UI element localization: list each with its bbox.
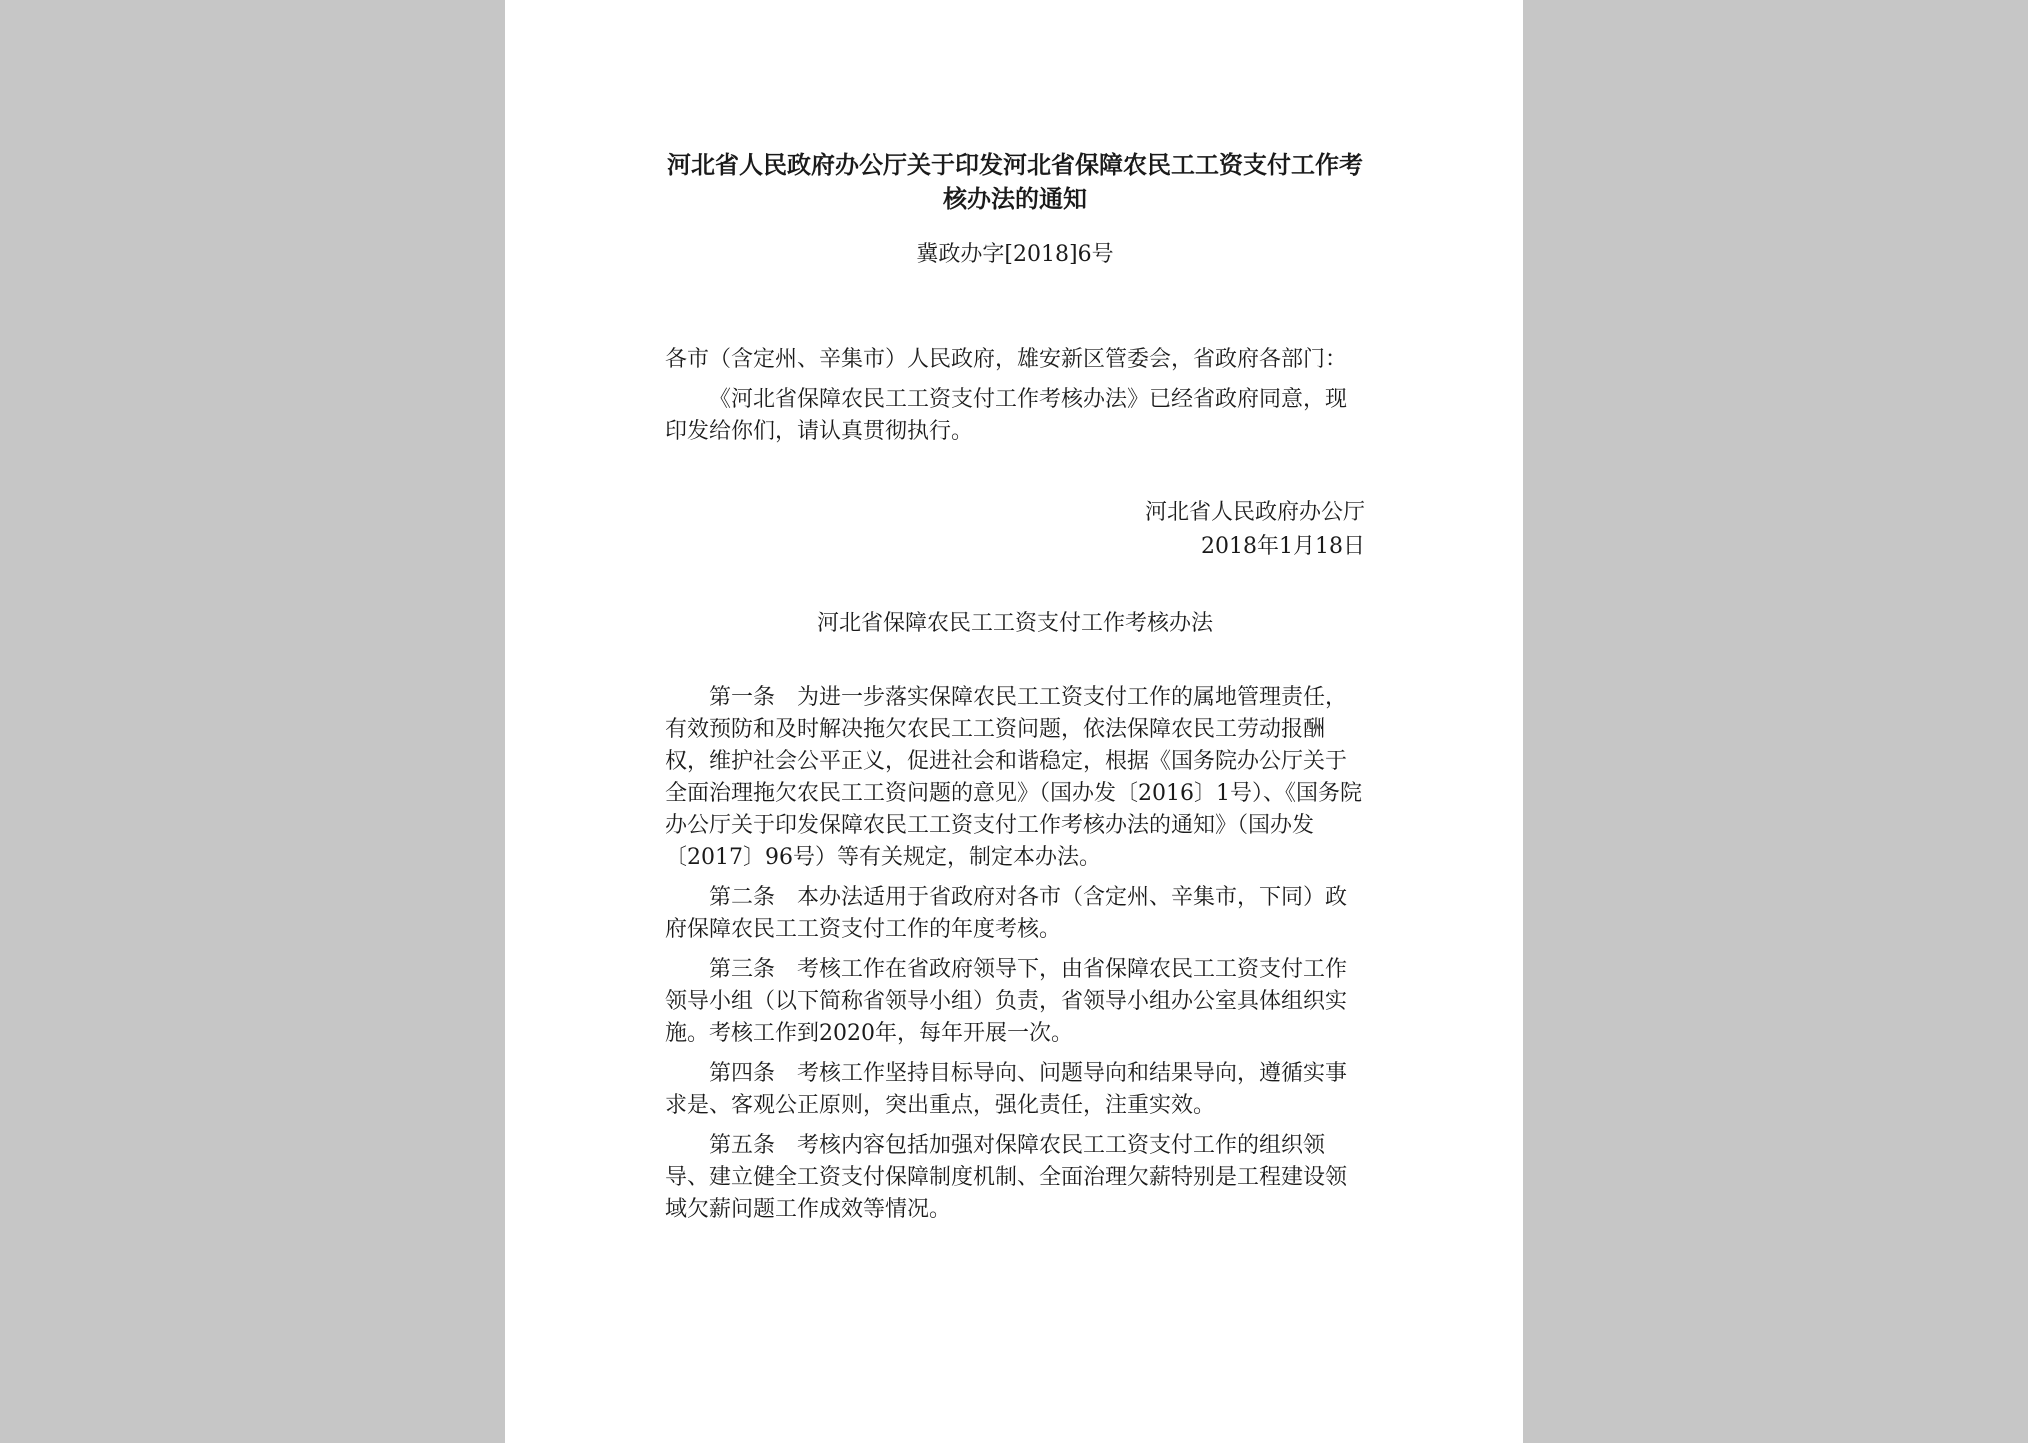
document-number: 冀政办字[2018]6号 bbox=[916, 242, 1114, 267]
article-3: 第三条 考核工作在省政府领导下，由省保障农民工工资支付工作领导小组（以下简称省领导小组）负责，省领导小组办公室具体组织实施。考核工作到2020年，每年开展一次。 bbox=[665, 957, 1348, 1046]
intro-paragraph: 《河北省保障农民工工资支付工作考核办法》已经省政府同意，现印发给你们，请认真贯彻执行。 bbox=[665, 387, 1348, 444]
document-page bbox=[505, 0, 1523, 1443]
article-1: 第一条 为进一步落实保障农民工工资支付工作的属地管理责任，有效预防和及时解决拖欠农民工工资问题，依法保障农民工劳动报酬权，维护社会公平正义，促进社会和谐稳定，根据《国务院办公厅关于全面治理拖欠农民工工资问题的意见》（国办发〔2016〕1号）、《国务院办公厅关于印发保障农民工工资支付工作考核办法的通知》（国办发〔2017〕96号）等有关规定，制定本办法。 bbox=[665, 685, 1362, 870]
article-4: 第四条 考核工作坚持目标导向、问题导向和结果导向，遵循实事求是、客观公正原则，突出重点，强化责任，注重实效。 bbox=[665, 1061, 1348, 1118]
issue-date: 2018年1月18日 bbox=[1201, 534, 1365, 559]
articles bbox=[665, 682, 1365, 1226]
article-5: 第五条 考核内容包括加强对保障农民工工资支付工作的组织领导、建立健全工资支付保障制度机制、全面治理欠薪特别是工程建设领域欠薪问题工作成效等情况。 bbox=[665, 1133, 1348, 1222]
addressee: 各市（含定州、辛集市）人民政府，雄安新区管委会，省政府各部门： bbox=[665, 347, 1348, 372]
document-content bbox=[665, 148, 1365, 1234]
issuer-signature: 河北省人民政府办公厅 bbox=[1144, 500, 1365, 525]
article-2: 第二条 本办法适用于省政府对各市（含定州、辛集市，下同）政府保障农民工工资支付工作的年度考核。 bbox=[665, 885, 1348, 942]
document-title: 河北省人民政府办公厅关于印发河北省保障农民工工资支付工作考核办法的通知 bbox=[667, 150, 1363, 213]
attachment-title: 河北省保障农民工工资支付工作考核办法 bbox=[816, 611, 1213, 636]
